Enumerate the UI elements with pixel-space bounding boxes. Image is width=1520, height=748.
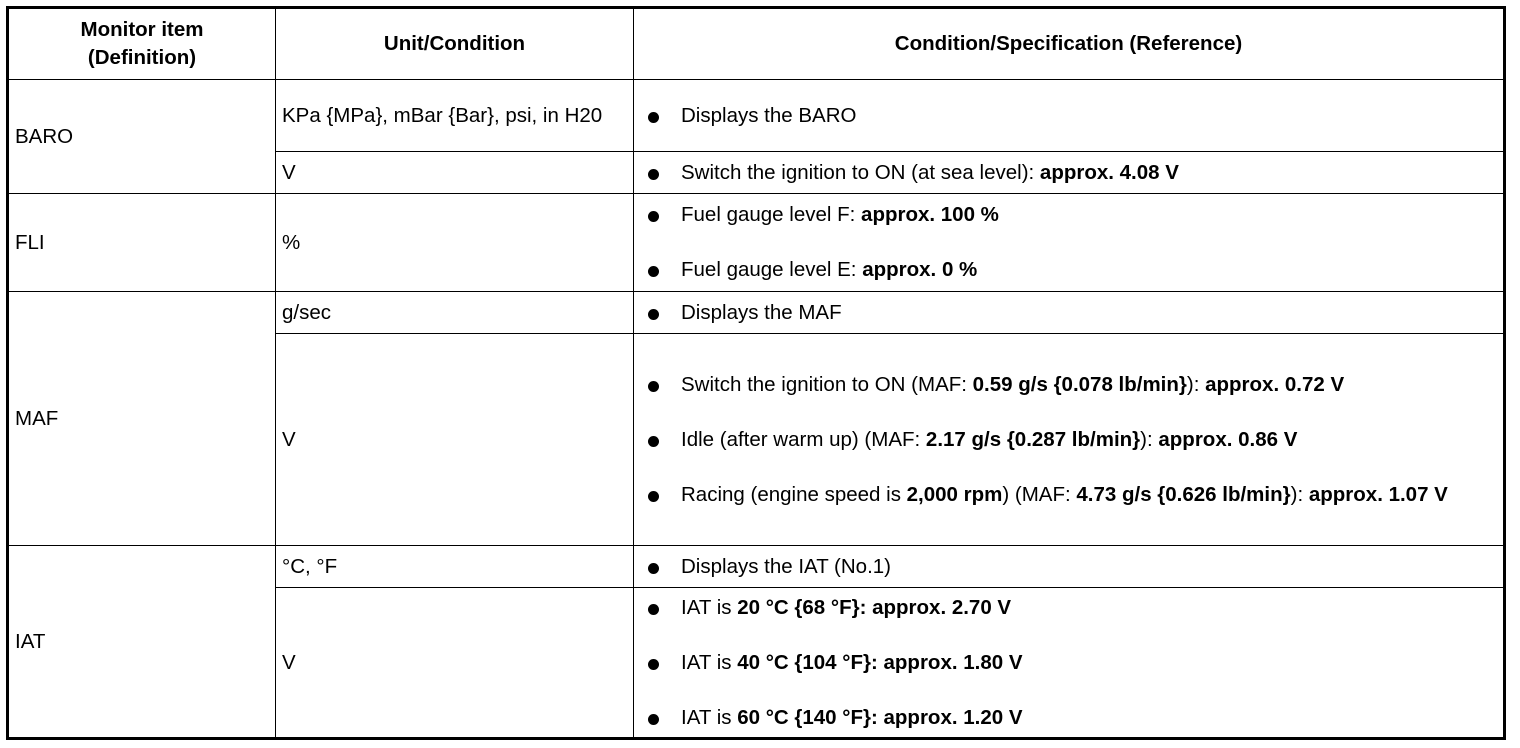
spec-cell xyxy=(634,80,1505,152)
table-row xyxy=(8,292,1505,334)
spec-bullet: Displays the BARO xyxy=(681,104,1497,128)
spec-bullet: IAT is 40 °C {104 °F}: approx. 1.80 V xyxy=(681,651,1497,675)
header-monitor-item: Monitor item (Definition) xyxy=(8,8,276,80)
spec-bullet: IAT is 60 °C {140 °F}: approx. 1.20 V xyxy=(681,706,1497,730)
header-unit-condition: Unit/Condition xyxy=(276,8,634,80)
unit-cell: V xyxy=(276,152,634,194)
spec-cell xyxy=(634,194,1505,292)
spec-bullet: Racing (engine speed is 2,000 rpm) (MAF: 4.73 g/s {0.626 lb/min}): approx. 1.07 V xyxy=(681,483,1497,507)
unit-cell: °C, °F xyxy=(276,546,634,588)
monitor-item-iat: IAT xyxy=(8,546,276,739)
spec-bullet: Fuel gauge level E: approx. 0 % xyxy=(681,258,1497,282)
unit-cell: KPa {MPa}, mBar {Bar}, psi, in H20 xyxy=(276,80,634,152)
spec-cell xyxy=(634,588,1505,739)
spec-bullet: IAT is 20 °C {68 °F}: approx. 2.70 V xyxy=(681,596,1497,620)
unit-cell: V xyxy=(276,588,634,739)
monitor-item-fli: FLI xyxy=(8,194,276,292)
spec-bullet: Displays the IAT (No.1) xyxy=(681,555,1497,579)
unit-cell: g/sec xyxy=(276,292,634,334)
spec-cell xyxy=(634,334,1505,546)
monitor-item-maf: MAF xyxy=(8,292,276,546)
spec-bullet: Switch the ignition to ON (at sea level): approx. 4.08 V xyxy=(681,161,1497,185)
spec-bullet: Switch the ignition to ON (MAF: 0.59 g/s {0.078 lb/min}): approx. 0.72 V xyxy=(681,373,1497,397)
spec-bullet: Fuel gauge level F: approx. 100 % xyxy=(681,203,1497,227)
spec-bullet: Idle (after warm up) (MAF: 2.17 g/s {0.287 lb/min}): approx. 0.86 V xyxy=(681,428,1497,452)
table-row xyxy=(8,546,1505,588)
spec-cell xyxy=(634,292,1505,334)
monitor-item-baro: BARO xyxy=(8,80,276,194)
monitor-item-table xyxy=(6,6,1506,740)
spec-cell xyxy=(634,152,1505,194)
table-row xyxy=(8,194,1505,292)
spec-cell xyxy=(634,546,1505,588)
spec-bullet: Displays the MAF xyxy=(681,301,1497,325)
header-row xyxy=(8,8,1505,80)
unit-cell: % xyxy=(276,194,634,292)
table-row xyxy=(8,80,1505,152)
header-condition-specification: Condition/Specification (Reference) xyxy=(634,8,1505,80)
unit-cell: V xyxy=(276,334,634,546)
